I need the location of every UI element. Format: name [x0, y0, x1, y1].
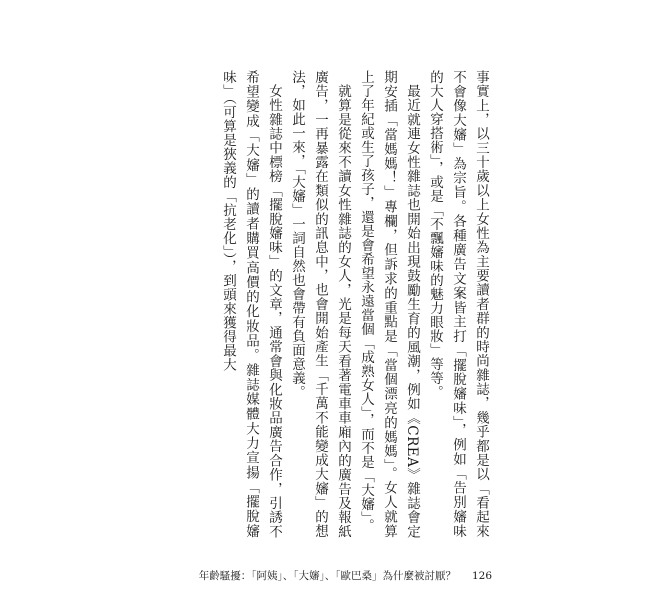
- paragraph-3: 就算是從來不讀女性雜誌的女人，光是每天看著電車車廂內的廣告及報紙廣告，一再暴露在類似的訊息中，也會開始產生「千萬不能變成大嬸」的想法，如此一來，「大嬸」一詞自然也會帶有負面意義。: [289, 70, 351, 538]
- running-title: 年齡騷擾：「阿姨」、「大嬸」、「歐巴桑」為什麼被討厭？: [198, 570, 456, 582]
- paragraph-1: 事實上，以三十歲以上女性為主要讀者群的時尚雜誌，幾乎都是以「看起來不會像大嬸」為宗旨。各種廣告文案皆主打「擺脫嬸味」，例如「告別嬸味的大人穿搭術」，或是「不飄嬸味的魅力眼妝」等等。: [427, 70, 489, 538]
- paragraph-4: 女性雜誌中標榜「擺脫嬸味」的文章，通常會與化妝品廣告合作，引誘不希望變成「大嬸」的讀者購買高價的化妝品。雜誌媒體大力宣揚「擺脫嬸味」（可算是狹義的「抗老化」），到頭來獲得最大: [220, 70, 282, 538]
- page-number: 126: [471, 570, 492, 582]
- body-text: [220, 70, 492, 538]
- page-footer: [199, 568, 492, 583]
- paragraph-2: 最近就連女性雜誌也開始出現鼓勵生育的風潮，例如《CREA》雜誌會定期安插「當媽媽！」專欄，但訴求的重點是「當個漂亮的媽媽」。女人就算上了年紀或生了孩子，還是會希望永遠當個「成熟女人」，而不是「大嬸」。: [358, 70, 420, 538]
